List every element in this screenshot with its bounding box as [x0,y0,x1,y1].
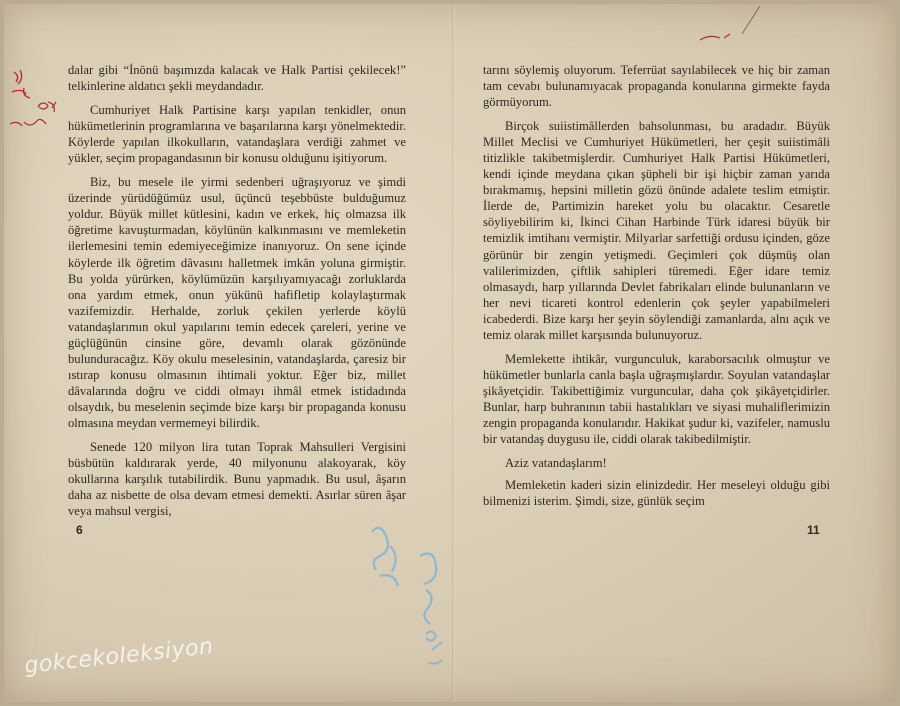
right-paragraph-1: tarını söylemiş oluyorum. Teferrüat sayılabilecek ve hiç bir zaman tam cevabı bulunamıyacak propaganda konularına girmekte fayda görmüyorum. [483,63,830,110]
right-paragraph-5: Memleketin kaderi sizin elinizdedir. Her meseleyi olduğu gibi bilmenizi isterim. Şimdi, size, günlük seçim [483,478,830,509]
right-paragraph-3: Memlekette ihtikâr, vurgunculuk, karaborsacılık olmuştur ve hükümetler bunlarla canla başla uğraşmışlardır. Soyulan vatandaşlar şikâyetçidir. Takibettiğimiz vurguncular, daha çok şikâyetçidirler. Bunlar, harp buhranının tabii hastalıkları ve siyasi muhaliflerimizin zengin propaganda konularıdır. Hakikat şudur ki, vazifeler, namuslu bir vatandaş duygusu ile, ciddi olarak takibedilmiştir. [483,351,830,447]
center-fold [452,4,455,702]
left-paragraph-4: Senede 120 milyon lira tutan Toprak Mahsulleri Vergisini büsbütün kaldırarak yerde, 40 milyonunu alakoyarak, köy okullarına karşılık tutabilirdik. Bunu yapmadık. Bu usul, âşarın daha az nisbette de olsa devam etmesi demekti. Asırlar süren âşar veya mahsul vergisi, [68,440,406,519]
right-salutation: Aziz vatandaşlarım! [505,456,607,471]
handwritten-margin-notes [4,66,64,156]
right-page [483,62,830,509]
left-paragraph-2: Cumhuriyet Halk Partisine karşı yapılan tenkidler, onun hükümetlerinin programlarına ve başarılarına karşı yönelmektedir. Köylerde yapılan ilkokulların, vatandaşlara verdiği zahmet ve yükler, seçim propagandasının bir konusu olduğunu işitiyorum. [68,103,406,166]
right-paragraph-2: Birçok suiistimâllerden bahsolunması, bu aradadır. Büyük Millet Meclisi ve Cumhuriyet Hükümetleri, her çeşit suiistimâli titizlikle takibetmişlerdir. Cumhuriyet Halk Partisi Hükümetleri, kendi içinde meydana çıkan şüpheli bir işi hiçbir zaman yarıda bırakmamış, hepsini milletin gözü önünde adalete teslim etmiştir. İlerde de, Partimizin hareket yolu bu olacaktır. Cesaretle söyliyebilirim ki, İkinci Cihan Harbinde Türk idaresi büyük bir temizlik imtihanı vermiştir. Milyarlar sarfettiği ordusu içinden, göze görünür bir zengin yetişmedi. Geçimleri çok düşmüş olan valilerimizden, çiftlik sahipleri türemedi. Eğer idare temiz olmasaydı, harp yıllarında Devlet fabrikaları elinde bulunanların ve her nevi ticareti kontrol edenlerin çok şeyler yapabilmeleri icabederdi. Bize karşı her şeyin söylendiği zamanlarda, alnı açık ve temiz olarak millet karşısında bulunuyoruz. [483,119,830,342]
left-page [68,62,406,519]
left-paragraph-3: Biz, bu mesele ile yirmi sedenberi uğraşıyoruz ve şimdi üzerinde yürüdüğümüz usul, üçüncü teşebbüste bulduğumuz yoldur. Büyük millet kütlesini, kadın ve erkek, hiç olmazsa ilk öğretime kavuşturmadan, köylünün kalkınmasını ve memleketin ilerlemesini temin edemiyeceğimize inanıyoruz. On sene içinde köylerde ilk öğretim dâvasını halletmek imkân yoluna girmiştir. Bu yolda yürürken, köylümüzün karşılıyamıyacağı zorluklarda ona yardım etmek, onun yükünü hafifletip kolaylaştırmak vazifemizdir. Herhalde, zorluk çekilen yerlerde köylü vatandaşlarımın okul yapılarını temin edecek çareleri, yerine ve güçlüğünün cinsine göre, devamlı olarak gözönünde bulunduracağız. Köy okulu meselesinin, vatandaşlarda, çaresiz bir ıstırap konusu olmasının ihtimali yoktur. Eğer biz, millet dâvalarında doğru ve ciddi olmayı ihmâl etmek istidadında olsaydık, bu meselenin seçimde bize karşı bir propaganda konusu olmasına meydan vermemeyi bilirdik. [68,175,406,430]
right-page-number: 11 [807,523,820,537]
left-paragraph-1: dalar gibi “İnönü başımızda kalacak ve Halk Partisi çekilecek!” telkinlerine aldatıcı şekli meydandadır. [68,63,406,94]
watermark-text: gokcekoleksiyon [23,634,215,679]
left-page-number: 6 [76,523,83,537]
pencil-scribble-top [694,4,764,44]
document-sheet [4,4,896,702]
